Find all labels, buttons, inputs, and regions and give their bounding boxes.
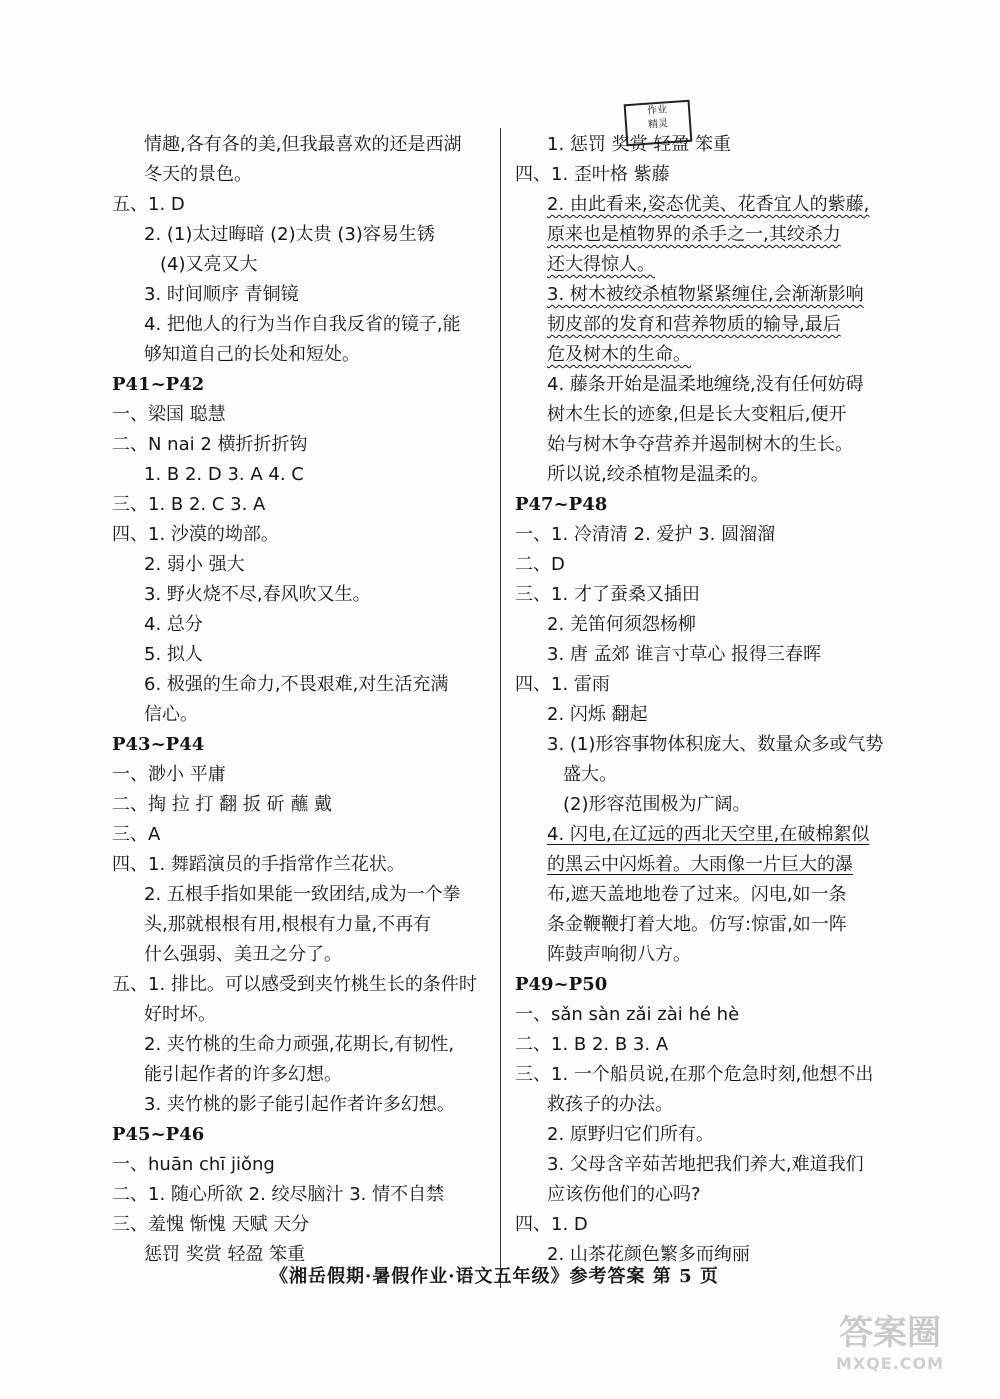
answer-line: 3. 父母含辛茹苦地把我们养大,难道我们: [547, 1154, 864, 1175]
answer-line: 2. 由此看来,姿态优美、花香宜人的紫藤,: [547, 194, 870, 215]
answer-line: 四、1. D: [515, 1214, 588, 1235]
section-header: P49~P50: [515, 974, 608, 995]
answer-line: 4. 闪电,在辽远的西北天空里,在破棉絮似: [547, 824, 870, 845]
answer-line: 好时坏。: [144, 1004, 216, 1025]
answer-line: 一、1. 冷清清 2. 爱护 3. 圆溜溜: [515, 524, 776, 545]
column-divider: [500, 128, 501, 1288]
answer-line: 二、D: [515, 554, 565, 575]
answer-line: 惩罚 奖赏 轻盈 笨重: [144, 1244, 306, 1265]
page-footer: 《湘岳假期·暑假作业·语文五年级》参考答案 第 5 页: [270, 1266, 719, 1287]
answer-line: 4. 总分: [144, 614, 203, 635]
answer-line: 四、1. 舞蹈演员的手指常作兰花状。: [112, 854, 405, 875]
answer-line: 一、渺小 平庸: [112, 764, 226, 785]
answer-line: 韧皮部的发育和营养物质的输导,最后: [547, 314, 841, 335]
section-header: P41~P42: [112, 374, 205, 395]
answer-line: 5. 拟人: [144, 644, 203, 665]
answer-line: 布,遮天盖地地卷了过来。闪电,如一条: [547, 884, 847, 905]
answer-line: 危及树木的生命。: [547, 344, 691, 365]
answer-line: 二、掏 拉 打 翻 扳 斫 蘸 戴: [112, 794, 333, 815]
answer-line: 始与树木争夺营养并遏制树木的生长。: [547, 434, 853, 455]
answer-line: 4. 藤条开始是温柔地缠绕,没有任何妨碍: [547, 374, 864, 395]
answer-line: 五、1. 排比。可以感受到夹竹桃生长的条件时: [112, 974, 477, 995]
answer-line: 救孩子的办法。: [547, 1094, 673, 1115]
answer-line: 2. 原野归它们所有。: [547, 1124, 714, 1145]
stamp-text-bottom: 精灵: [647, 118, 669, 131]
answer-line: 1. B 2. D 3. A 4. C: [144, 464, 304, 485]
answer-line: 信心。: [144, 704, 198, 725]
section-header: P47~P48: [515, 494, 608, 515]
answer-line: 6. 极强的生命力,不畏艰难,对生活充满: [144, 674, 449, 695]
answer-line: 3. 夹竹桃的影子能引起作者许多幻想。: [144, 1094, 455, 1115]
answer-line: 的黑云中闪烁着。大雨像一片巨大的瀑: [547, 854, 853, 875]
answer-line: 二、N nai 2 横折折折钩: [112, 434, 308, 455]
answer-line: 二、1. 随心所欲 2. 绞尽脑汁 3. 情不自禁: [112, 1184, 445, 1205]
answer-line: 二、1. B 2. B 3. A: [515, 1034, 669, 1055]
answer-line: 三、1. 才了蚕桑又插田: [515, 584, 700, 605]
stamp-text-top: 作业: [646, 104, 668, 117]
answer-line: 一、sǎn sàn zǎi zài hé hè: [515, 1004, 740, 1025]
section-header: P45~P46: [112, 1124, 205, 1145]
answer-line: 所以说,绞杀植物是温柔的。: [547, 464, 769, 485]
answer-line: 四、1. 沙漠的坳部。: [112, 524, 279, 545]
site-logo-watermark: [820, 1312, 960, 1384]
answer-line: 四、1. 歪叶格 紫藤: [515, 164, 670, 185]
answer-line: 条金鞭鞭打着大地。仿写:惊雷,如一阵: [547, 914, 847, 935]
answer-line: 2. (1)太过晦暗 (2)太贵 (3)容易生锈: [144, 224, 435, 245]
answer-line: 三、A: [112, 824, 161, 845]
answer-line: 2. 夹竹桃的生命力顽强,花期长,有韧性,: [144, 1034, 455, 1055]
answer-line: 1. 惩罚 奖赏 轻盈 笨重: [547, 134, 732, 155]
answer-column-left: [112, 130, 492, 1270]
answer-line: 三、羞愧 惭愧 天赋 天分: [112, 1214, 310, 1235]
answer-line: 3. 野火烧不尽,春风吹又生。: [144, 584, 371, 605]
answer-line: 盛大。: [563, 764, 617, 785]
answer-line: 2. 羌笛何须怨杨柳: [547, 614, 696, 635]
section-header: P43~P44: [112, 734, 205, 755]
answer-line: 3. 时间顺序 青铜镜: [144, 284, 299, 305]
site-logo-cn: 答案圈: [839, 1313, 941, 1353]
answer-line: (4)又亮又大: [160, 254, 258, 275]
answer-line: 能引起作者的许多幻想。: [144, 1064, 342, 1085]
answer-line: 一、梁国 聪慧: [112, 404, 226, 425]
answer-line: 应该伤他们的心吗?: [547, 1184, 701, 1205]
answer-line: 2. 五根手指如果能一致团结,成为一个拳: [144, 884, 461, 905]
answer-line: 情趣,各有各的美,但我最喜欢的还是西湖: [144, 134, 462, 155]
answer-column-right: [515, 130, 905, 1270]
answer-line: 树木生长的迹象,但是长大变粗后,便开: [547, 404, 847, 425]
answer-line: (2)形容范围极为广阔。: [563, 794, 751, 815]
answer-line: 头,那就根根有用,根根有力量,不再有: [144, 914, 432, 935]
answer-line: 4. 把他人的行为当作自我反省的镜子,能: [144, 314, 461, 335]
answer-line: 三、1. B 2. C 3. A: [112, 494, 266, 515]
answer-line: 四、1. 雷雨: [515, 674, 610, 695]
answer-line: 冬天的景色。: [144, 164, 252, 185]
answer-line: 原来也是植物界的杀手之一,其绞杀力: [547, 224, 841, 245]
answer-line: 还大得惊人。: [547, 254, 655, 275]
answer-line: 阵鼓声响彻八方。: [547, 944, 691, 965]
answer-line: 3. 树木被绞杀植物紧紧缠住,会渐渐影响: [547, 284, 864, 305]
answer-line: 一、huān chī jiǒng: [112, 1154, 275, 1175]
answer-line: 三、1. 一个船员说,在那个危急时刻,他想不出: [515, 1064, 874, 1085]
answer-line: 2. 弱小 强大: [144, 554, 245, 575]
answer-line: 五、1. D: [112, 194, 185, 215]
answer-line: 够知道自己的长处和短处。: [144, 344, 360, 365]
answer-line: 2. 闪烁 翻起: [547, 704, 648, 725]
answer-line: 3. 唐 孟郊 谁言寸草心 报得三春晖: [547, 644, 822, 665]
answer-line: 什么强弱、美丑之分了。: [144, 944, 342, 965]
site-logo-en: MXQE.COM: [835, 1354, 945, 1373]
answer-line: 2. 山茶花颜色繁多而绚丽: [547, 1244, 750, 1265]
answer-line: 3. (1)形容事物体积庞大、数量众多或气势: [547, 734, 884, 755]
